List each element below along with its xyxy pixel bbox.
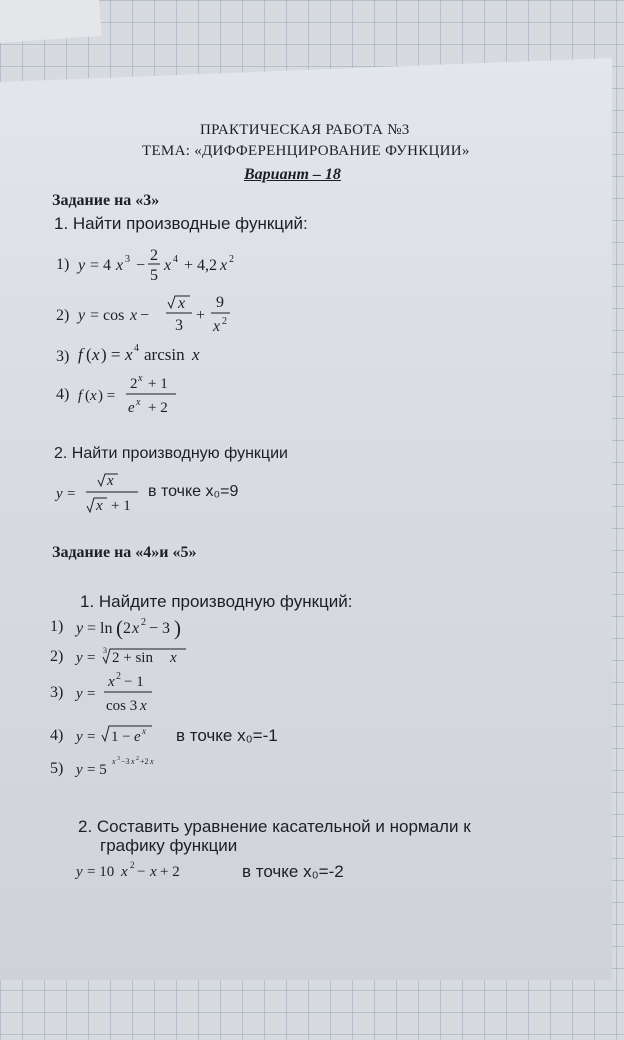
svg-text:+2: +2 [140,757,149,766]
svg-text:x: x [132,620,140,637]
formula-graphic [56,468,156,520]
svg-text:y: y [76,686,83,702]
svg-text:2: 2 [116,671,121,682]
svg-text:= cos: = cos [90,307,125,324]
formula-graphic [78,240,278,286]
task-1-title: 1. Найти производные функций: [54,214,308,233]
svg-text:) =: ) = [101,345,121,364]
formula [76,721,176,754]
svg-text:y: y [76,762,83,778]
item-number: 5) [50,760,64,777]
svg-text:2: 2 [222,316,227,327]
svg-text:2: 2 [150,247,158,264]
task-2-title-continued: графику функции [100,836,238,855]
svg-text:x: x [192,345,200,364]
item-number: 4) [56,386,70,403]
item-number: 2) [50,648,64,665]
svg-text:y: y [76,650,83,666]
svg-text:(: ( [86,345,92,364]
svg-text:+ 2: + 2 [148,400,168,416]
formula [56,468,156,525]
svg-text:y: y [56,486,63,502]
item-number: 3) [56,348,70,365]
svg-text:+ 1: + 1 [148,376,168,392]
point-condition: в точке x₀=-2 [242,862,344,881]
task-2-title: 2. Найти производную функции [54,445,288,462]
svg-text:y: y [76,864,83,880]
svg-text:= 5: = 5 [87,762,107,778]
formula [78,288,278,343]
svg-text:x: x [108,674,115,690]
svg-text:x: x [131,757,135,766]
item-number: 2) [56,307,70,324]
svg-text:2: 2 [141,617,146,628]
formula-graphic [78,370,258,418]
svg-text:=: = [67,486,76,502]
section-45-title: Задание на «4»и «5» [52,544,197,561]
formula-graphic [76,642,236,670]
svg-text:=: = [87,650,96,666]
svg-text:x: x [92,345,100,364]
formula-graphic [78,336,258,366]
svg-text:+: + [196,307,206,324]
svg-text:x: x [130,307,138,324]
item-number: 3) [50,684,64,701]
svg-text:x: x [170,650,177,666]
svg-text:x: x [150,864,157,880]
svg-text:) =: ) = [98,388,116,404]
svg-text:=: = [87,686,96,702]
svg-text:= ln: = ln [87,620,113,637]
svg-text:2: 2 [123,620,131,637]
item-number: 4) [50,727,64,744]
svg-text:f: f [78,388,83,404]
svg-text:− 1: − 1 [124,674,144,690]
svg-text:+ 1: + 1 [111,498,131,514]
svg-text:−: − [136,257,146,274]
svg-text:3: 3 [175,317,183,334]
item-number: 1) [56,256,70,273]
svg-text:x: x [125,345,133,364]
svg-text:x: x [90,388,97,404]
formula [78,336,258,371]
svg-text:x: x [142,726,146,736]
svg-text:y: y [76,620,84,637]
svg-text:3: 3 [117,756,120,762]
svg-text:1 −: 1 − [111,729,131,745]
svg-text:(: ( [85,388,90,404]
svg-text:e: e [134,729,141,745]
svg-text:arcsin: arcsin [144,345,185,364]
svg-text:−: − [137,864,146,880]
svg-text:= 10: = 10 [87,864,115,880]
svg-text:y: y [78,307,86,324]
svg-text:): ) [174,616,181,640]
svg-text:2: 2 [136,756,139,762]
svg-text:x: x [96,498,103,514]
svg-text:+ 4,2: + 4,2 [184,257,218,274]
formula [76,752,206,785]
svg-text:cos 3: cos 3 [106,698,138,714]
formula-graphic [76,752,206,780]
svg-text:−3: −3 [121,757,130,766]
svg-text:x: x [138,373,143,384]
section-3-title: Задание на «3» [52,192,160,209]
svg-text:− 3: − 3 [149,620,171,637]
formula-graphic [76,668,216,716]
svg-text:2: 2 [130,376,138,392]
svg-text:(: ( [116,616,123,640]
svg-text:= 4: = 4 [90,257,112,274]
svg-text:x: x [112,757,116,766]
svg-text:=: = [87,729,96,745]
svg-text:5: 5 [150,267,158,284]
svg-text:2 + sin: 2 + sin [112,650,153,666]
formula [78,240,278,291]
formula [76,858,216,889]
svg-text:x: x [220,257,228,274]
svg-text:f: f [78,345,83,364]
task-2-title: 2. Составить уравнение касательной и нормали к [78,817,471,836]
svg-text:x: x [213,318,221,335]
svg-text:+ 2: + 2 [160,864,180,880]
svg-text:x: x [116,257,124,274]
task-1-title: 1. Найдите производную функций: [80,592,353,611]
formula-graphic [76,612,236,642]
svg-text:3: 3 [103,646,107,655]
point-condition: в точке x₀=-1 [176,726,278,745]
svg-text:2: 2 [130,860,135,870]
svg-text:4: 4 [173,254,178,265]
variant-label: Вариант – 18 [244,166,341,183]
formula-graphic [78,288,278,338]
svg-text:x: x [121,864,128,880]
formula-graphic [76,858,216,884]
topic-title: ТЕМА: «ДИФФЕРЕНЦИРОВАНИЕ ФУНКЦИИ» [142,143,470,159]
svg-text:e: e [128,400,135,416]
item-number: 1) [50,618,64,635]
svg-text:9: 9 [216,294,224,311]
svg-text:−: − [140,307,150,324]
svg-text:y: y [76,729,83,745]
svg-text:4: 4 [134,343,139,354]
svg-text:3: 3 [125,254,130,265]
svg-text:x: x [150,757,154,766]
svg-text:2: 2 [229,254,234,265]
svg-text:x: x [178,295,186,312]
formula-graphic [76,721,176,749]
svg-text:x: x [164,257,172,274]
svg-text:x: x [140,698,147,714]
formula [76,668,216,721]
svg-text:y: y [78,257,86,274]
svg-text:x: x [136,397,141,408]
formula [78,370,258,423]
svg-text:x: x [107,473,114,489]
point-condition: в точке x₀=9 [148,483,239,500]
work-title: ПРАКТИЧЕСКАЯ РАБОТА №3 [200,122,410,138]
